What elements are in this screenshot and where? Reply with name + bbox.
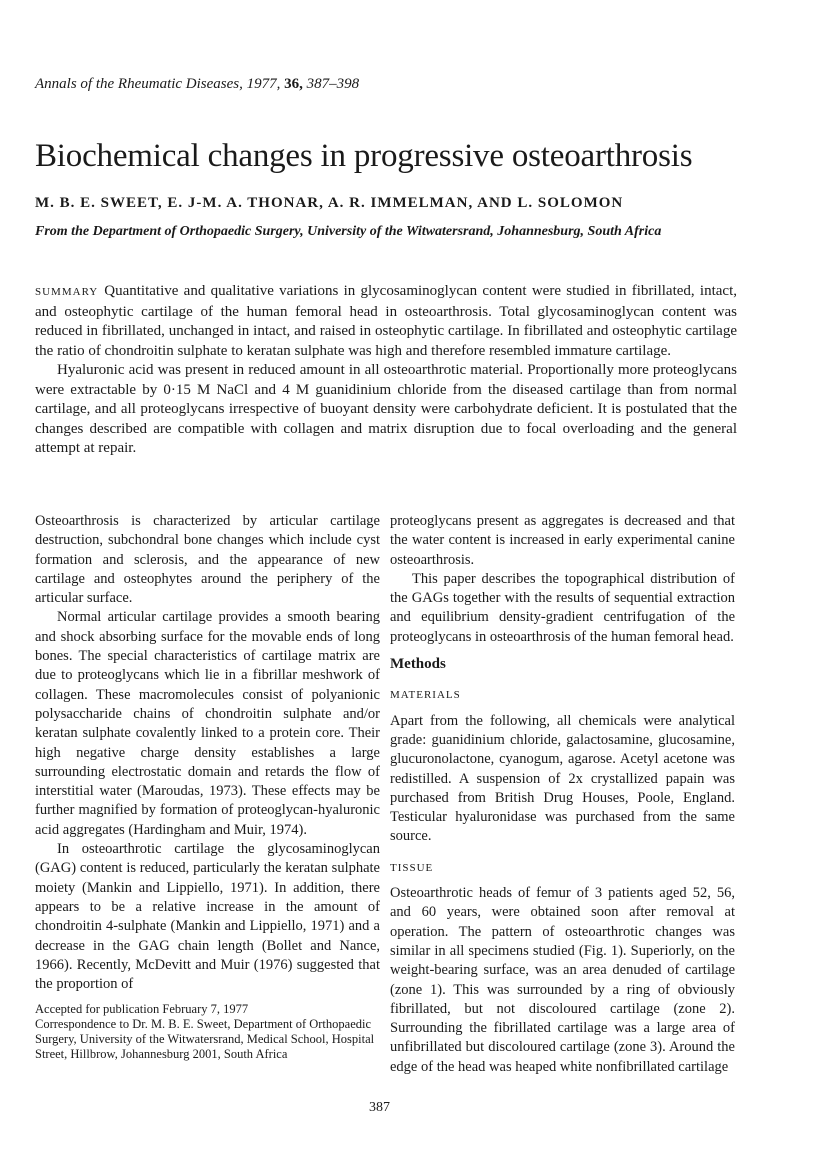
materials-paragraph: Apart from the following, all chemicals were analytical grade: guanidinium chloride, galactosamine, glucosamine, glucuronolactone, cyanogum, agarose. Acetyl acetone was redistilled. A suspension of 2x crystallized papain was purchased from British Drug Houses, Poole, England. Testicular hyaluronidase was purchased from the same source.	[390, 712, 735, 845]
journal-year: 1977,	[242, 76, 285, 92]
article-authors: M. B. E. SWEET, E. J-M. A. THONAR, A. R. IMMELMAN, AND L. SOLOMON	[35, 195, 624, 211]
footnotes	[35, 1002, 380, 1062]
journal-name: Annals of the Rheumatic Diseases,	[35, 76, 243, 92]
intro-paragraph-4: proteoglycans present as aggregates is decreased and that the water content is increased in early experimental canine osteoarthrosis.	[390, 513, 735, 568]
summary-paragraph-2: Hyaluronic acid was present in reduced amount in all osteoarthrotic material. Proportionally more proteoglycans were extractable by 0·15 M NaCl and 4 M guanidinium chloride from the diseased cartilage than from normal cartilage, and all proteoglycans irrespective of buoyant density were carbohydrate deficient. It is postulated that the changes described are compatible with collagen and matrix disruption due to focal overloading and the general attempt at repair.	[35, 362, 737, 456]
right-column	[390, 512, 735, 1077]
accepted-note: Accepted for publication February 7, 1977	[35, 1002, 249, 1016]
journal-volume: 36,	[284, 76, 303, 92]
correspondence-note: Correspondence to Dr. M. B. E. Sweet, Department of Orthopaedic Surgery, University of the Witwatersrand, Medical School, Hospital Street, Hillbrow, Johannesburg 2001, South Africa	[35, 1017, 375, 1061]
materials-heading: MATERIALS	[390, 689, 461, 702]
tissue-heading: TISSUE	[390, 861, 434, 874]
journal-pages: 387–398	[302, 76, 360, 92]
summary-block	[35, 282, 737, 459]
article-title: Biochemical changes in progressive osteoarthrosis	[35, 138, 693, 174]
article-affiliation: From the Department of Orthopaedic Surgery, University of the Witwatersrand, Johannesburg, South Africa	[35, 224, 662, 239]
left-column	[35, 512, 380, 994]
page-number: 387	[369, 1100, 390, 1115]
intro-paragraph-2: Normal articular cartilage provides a smooth bearing and shock absorbing surface for the movable ends of long bones. The special characteristics of cartilage matrix are due to proteoglycans which lie in a fibrillar meshwork of collagen. These macromolecules consist of polyanionic polysaccharide chains of chondroitin sulphate and/or keratan sulphate covalently linked to a protein core. Their high negative charge density establishes a large surrounding electrostatic domain and retards the flow of interstitial water (Maroudas, 1973). These effects may be further magnified by formation of proteoglycan-hyaluronic acid aggregates (Hardingham and Muir, 1974).	[35, 609, 380, 838]
intro-paragraph-1: Osteoarthrosis is characterized by articular cartilage destruction, subchondral bone changes which include cyst formation and sclerosis, and the appearance of new cartilage and osteophytes around the periphery of the articular surface.	[35, 513, 380, 607]
summary-paragraph-1	[35, 282, 737, 361]
methods-heading: Methods	[390, 656, 446, 673]
summary-label: SUMMARY	[35, 286, 99, 298]
tissue-paragraph: Osteoarthrotic heads of femur of 3 patients aged 52, 56, and 60 years, were obtained soon after removal at operation. The pattern of osteoarthrotic changes was similar in all specimens studied (Fig. 1). Superiorly, on the weight-bearing surface, was an area denuded of cartilage (zone 1). This was surrounded by a ring of obviously fibrillated, but not discoloured cartilage (zone 2). Surrounding the fibrillated cartilage was a large area of unfibrillated but discoloured cartilage (zone 3). Around the edge of the head was heaped white nonfibrillated cartilage	[390, 885, 735, 1075]
intro-paragraph-5: This paper describes the topographical distribution of the GAGs together with the results of sequential extraction and equilibrium density-gradient centrifugation of the proteoglycans in osteoarthrosis of the human femoral head.	[390, 570, 735, 645]
summary-text-1: Quantitative and qualitative variations in glycosaminoglycan content were studied in fibrillated, intact, and osteophytic cartilage of the human femoral head in osteoarthrosis. Total glycosaminoglycan content was reduced in fibrillated, unchanged in intact, and raised in osteophytic cartilage. In fibrillated and osteophytic cartilage the ratio of chondroitin sulphate to keratan sulphate was high and therefore resembled immature cartilage.	[35, 283, 737, 359]
intro-paragraph-3: In osteoarthrotic cartilage the glycosaminoglycan (GAG) content is reduced, particularly the keratan sulphate moiety (Mankin and Lippiello, 1971). In addition, there appears to be a relative increase in the amount of chondroitin 4-sulphate (Mankin and Lippiello, 1971) and a decrease in the GAG chain length (Bollet and Nance, 1966). Recently, McDevitt and Muir (1976) suggested that the proportion of	[35, 841, 380, 993]
journal-citation	[35, 76, 359, 93]
